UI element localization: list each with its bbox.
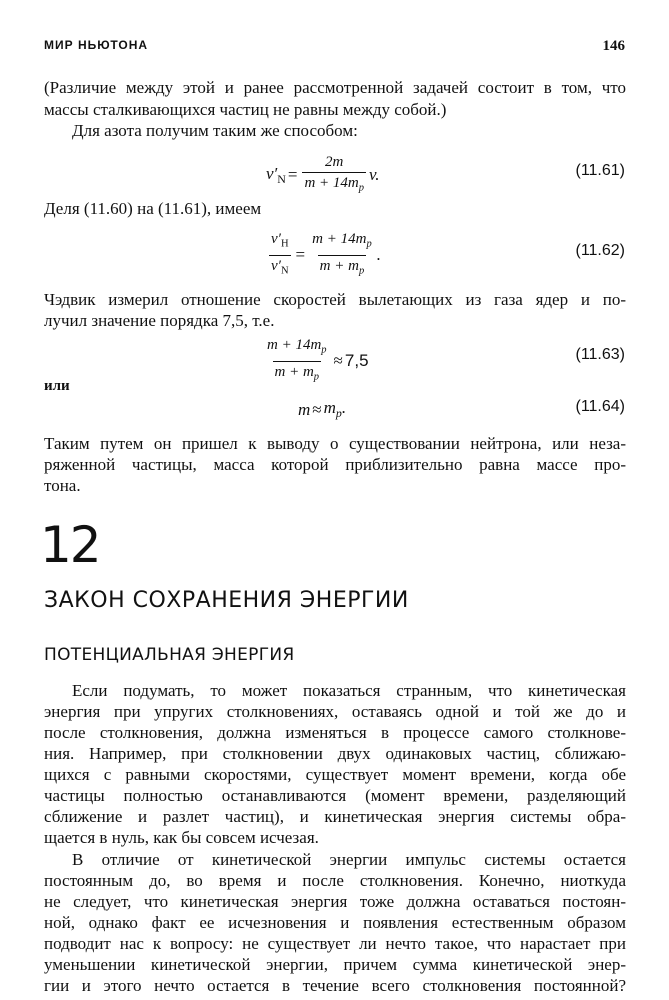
paragraph-line: подводит нас к вопросу: не существует ли нечто такое, что нарастает при xyxy=(44,934,626,953)
eq-sign: = xyxy=(287,165,298,185)
paragraph-line: сближение и разлет частиц), и кинетическая энергия системы обра- xyxy=(44,807,626,826)
chapter-number: 12 xyxy=(40,516,100,574)
eq-lhs: $v'_N$ xyxy=(266,163,286,186)
equation-number: (11.62) xyxy=(575,242,625,259)
paragraph-line: ния. Например, при столкновении двух одинаковых частиц, сближаю- xyxy=(44,744,626,763)
body-line: ряженной частицы, масса которой приблизительно равна массе про- xyxy=(44,455,626,474)
velocity-ratio: $\frac{v'_H}{v'_N}$ xyxy=(269,230,291,280)
equation-11-62: $\frac{v'_H}{v'_N}$ = $\frac{m + 14m_p}{m + m_p}$ . (11.62) xyxy=(0,224,669,280)
equation-number: (11.64) xyxy=(575,398,625,415)
equation-11-64: m ≈ $m_p$. (11.64) xyxy=(298,398,625,421)
intro-line: (Различие между этой и ранее рассмотренной задачей состоит в том, что xyxy=(44,78,626,97)
body-line: лучил значение порядка 7,5, т.е. xyxy=(44,311,275,330)
eq-sign: = xyxy=(295,245,306,265)
paragraph-line: постоянным до, во время и после столкновения. Конечно, ниоткуда xyxy=(44,871,626,890)
chapter-title: ЗАКОН СОХРАНЕНИЯ ЭНЕРГИИ xyxy=(44,588,409,613)
paragraph-line: не следует, что кинетическая энергия тоже должна оставаться постоян- xyxy=(44,892,626,911)
equation-number: (11.61) xyxy=(575,162,625,179)
paragraph-line: уменьшении кинетической энергии, причем сумма кинетической энер- xyxy=(44,955,626,974)
fraction: $\frac{2m}{m + 14m_p}$ xyxy=(302,153,366,198)
running-header-title: МИР НЬЮТОНА xyxy=(44,38,149,52)
body-line: Таким путем он пришел к выводу о существовании нейтрона, или неза- xyxy=(44,434,626,453)
section-title: ПОТЕНЦИАЛЬНАЯ ЭНЕРГИЯ xyxy=(44,645,295,665)
eq-value: 7,5 xyxy=(344,351,369,371)
paragraph-line: частицы полностью останавливаются (момент времени, разделяющий xyxy=(44,786,626,805)
eq-rhs: v. xyxy=(369,165,380,185)
paragraph-line: после столкновения, должна изменяться в процессе самого столкнове- xyxy=(44,723,626,742)
body-line: тона. xyxy=(44,476,81,495)
equation-11-61 xyxy=(0,145,669,201)
mass-ratio: $\frac{m + 14m_p}{m + m_p}$ xyxy=(310,230,374,280)
paragraph-line: гии и этого нечто остается в течение всего столкновения постоянной? xyxy=(44,976,626,995)
intro-line: массы сталкивающихся частиц не равны между собой.) xyxy=(44,100,447,119)
paragraph-line: энергия при упругих столкновениях, оставаясь одной и той же до и xyxy=(44,702,626,721)
approx-sign: ≈ xyxy=(312,399,322,419)
intro-line: Для азота получим таким же способом: xyxy=(72,121,358,140)
paragraph-line: В отличие от кинетической энергии импульс системы остается xyxy=(72,850,626,869)
connective-word: или xyxy=(44,378,70,394)
approx-sign: ≈ xyxy=(333,351,343,371)
body-line: Чэдвик измерил отношение скоростей вылетающих из газа ядер и по- xyxy=(44,290,626,309)
page-number: 146 xyxy=(602,38,625,54)
mass-ratio: $\frac{m + 14m_p}{m + m_p}$ xyxy=(265,336,329,386)
paragraph-line: щается в нуль, как бы совсем исчезая. xyxy=(44,828,319,847)
equation-number: (11.63) xyxy=(575,346,625,363)
paragraph-line: ной, однако факт ее исчезновения и появления естественным образом xyxy=(44,913,626,932)
paragraph-line: Если подумать, то может показаться странным, что кинетическая xyxy=(72,681,626,700)
paragraph-line: щихся с равными скоростями, существует момент времени, когда обе xyxy=(44,765,626,784)
body-line: Деля (11.60) на (11.61), имеем xyxy=(44,199,262,218)
